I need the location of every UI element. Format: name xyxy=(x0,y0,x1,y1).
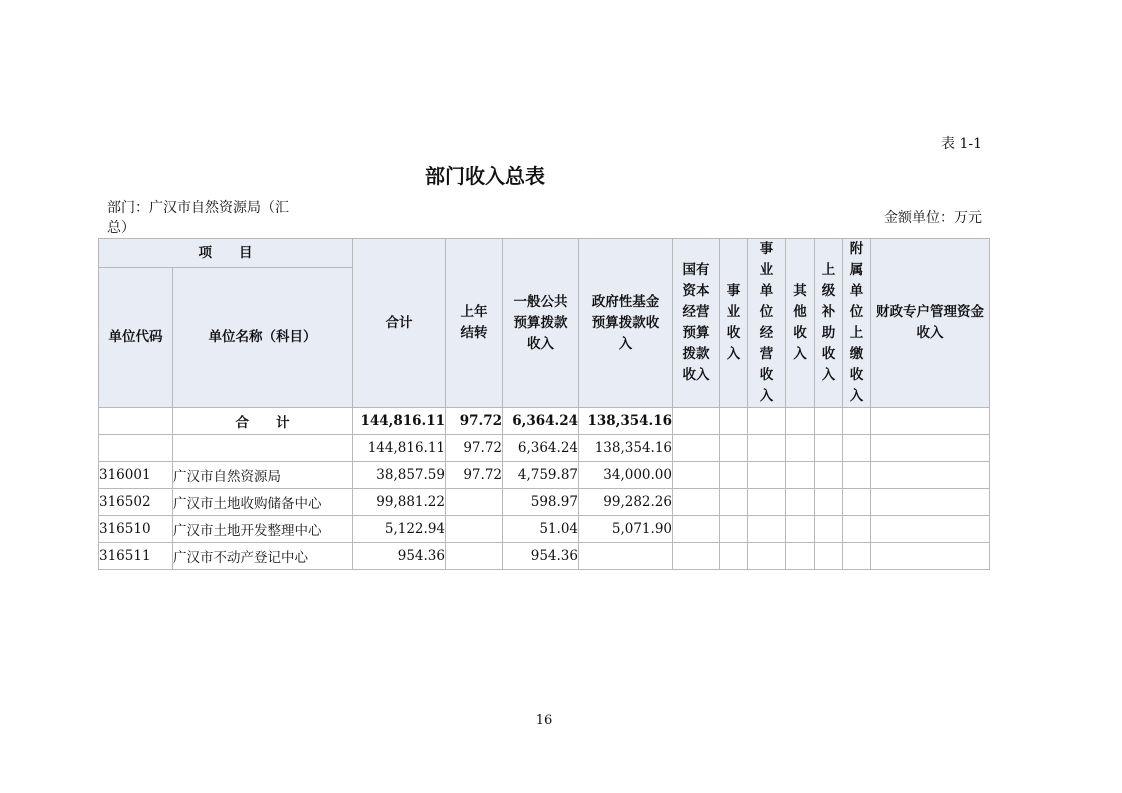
cell-carry: 97.72 xyxy=(446,408,503,435)
cell-affiliate xyxy=(843,543,871,570)
cell-special xyxy=(871,516,990,543)
department-line-1: 部门：广汉市自然资源局（汇 xyxy=(107,200,289,216)
cell-fund: 5,071.90 xyxy=(579,516,673,543)
cell-upper xyxy=(815,489,843,516)
cell-general: 6,364.24 xyxy=(503,408,579,435)
cell-other xyxy=(786,516,815,543)
table-row xyxy=(99,543,990,570)
cell-state-capital xyxy=(673,543,720,570)
header-biz-unit-operating: 事业单位经营收入 xyxy=(748,239,786,408)
cell-general: 4,759.87 xyxy=(503,462,579,489)
cell-total: 38,857.59 xyxy=(353,462,446,489)
header-carry-over: 上年结转 xyxy=(446,239,503,408)
cell-affiliate xyxy=(843,408,871,435)
cell-special xyxy=(871,543,990,570)
cell-state-capital xyxy=(673,489,720,516)
cell-fund: 99,282.26 xyxy=(579,489,673,516)
cell-other xyxy=(786,489,815,516)
page-title: 部门收入总表 xyxy=(425,164,545,188)
cell-state-capital xyxy=(673,516,720,543)
header-general-budget: 一般公共预算拨款收入 xyxy=(503,239,579,408)
header-other-income: 其他收入 xyxy=(786,239,815,408)
cell-upper xyxy=(815,408,843,435)
cell-carry xyxy=(446,543,503,570)
cell-affiliate xyxy=(843,489,871,516)
cell-business xyxy=(720,435,748,462)
cell-affiliate xyxy=(843,516,871,543)
header-unit-name: 单位名称（科目） xyxy=(173,268,353,408)
cell-name: 合 计 xyxy=(173,408,353,435)
cell-name: 广汉市土地收购储备中心 xyxy=(173,489,353,516)
cell-biz-unit xyxy=(748,462,786,489)
table-row xyxy=(99,516,990,543)
table-row-total xyxy=(99,408,990,435)
cell-name: 广汉市不动产登记中心 xyxy=(173,543,353,570)
cell-general: 598.97 xyxy=(503,489,579,516)
header-xiangmu: 项 目 xyxy=(99,239,353,268)
table-number: 表 1-1 xyxy=(941,136,982,152)
cell-name: 广汉市土地开发整理中心 xyxy=(173,516,353,543)
cell-general: 954.36 xyxy=(503,543,579,570)
header-gov-fund: 政府性基金预算拨款收入 xyxy=(579,239,673,408)
cell-business xyxy=(720,462,748,489)
department-line-2: 总） xyxy=(107,220,135,236)
cell-total: 144,816.11 xyxy=(353,408,446,435)
table-row xyxy=(99,462,990,489)
header-state-capital: 国有资本经营预算拨款收入 xyxy=(673,239,720,408)
cell-upper xyxy=(815,543,843,570)
cell-code: 316001 xyxy=(99,462,173,489)
cell-biz-unit xyxy=(748,516,786,543)
table-row xyxy=(99,489,990,516)
cell-upper xyxy=(815,516,843,543)
cell-total: 954.36 xyxy=(353,543,446,570)
page-number: 16 xyxy=(535,713,553,728)
cell-special xyxy=(871,408,990,435)
cell-fund: 138,354.16 xyxy=(579,435,673,462)
cell-business xyxy=(720,516,748,543)
cell-carry xyxy=(446,489,503,516)
cell-biz-unit xyxy=(748,408,786,435)
cell-other xyxy=(786,408,815,435)
cell-biz-unit xyxy=(748,543,786,570)
cell-business xyxy=(720,489,748,516)
header-affiliate-remit: 附属单位上缴收入 xyxy=(843,239,871,408)
income-summary-table xyxy=(98,238,990,570)
cell-special xyxy=(871,489,990,516)
cell-affiliate xyxy=(843,435,871,462)
header-unit-code: 单位代码 xyxy=(99,268,173,408)
cell-code: 316502 xyxy=(99,489,173,516)
cell-general: 51.04 xyxy=(503,516,579,543)
cell-code xyxy=(99,408,173,435)
department-label xyxy=(107,198,307,238)
header-upper-subsidy: 上级补助收入 xyxy=(815,239,843,408)
header-special-account: 财政专户管理资金收入 xyxy=(871,239,990,408)
header-total: 合计 xyxy=(353,239,446,408)
cell-total: 5,122.94 xyxy=(353,516,446,543)
cell-state-capital xyxy=(673,408,720,435)
header-business-income: 事业收入 xyxy=(720,239,748,408)
cell-biz-unit xyxy=(748,489,786,516)
cell-other xyxy=(786,462,815,489)
cell-upper xyxy=(815,462,843,489)
cell-carry: 97.72 xyxy=(446,435,503,462)
cell-total: 99,881.22 xyxy=(353,489,446,516)
cell-general: 6,364.24 xyxy=(503,435,579,462)
amount-unit-label: 金额单位：万元 xyxy=(884,210,982,226)
cell-other xyxy=(786,543,815,570)
cell-business xyxy=(720,408,748,435)
cell-carry: 97.72 xyxy=(446,462,503,489)
cell-other xyxy=(786,435,815,462)
cell-affiliate xyxy=(843,462,871,489)
cell-name xyxy=(173,435,353,462)
cell-name: 广汉市自然资源局 xyxy=(173,462,353,489)
cell-fund: 34,000.00 xyxy=(579,462,673,489)
cell-fund: 138,354.16 xyxy=(579,408,673,435)
cell-fund xyxy=(579,543,673,570)
cell-upper xyxy=(815,435,843,462)
cell-code: 316511 xyxy=(99,543,173,570)
cell-carry xyxy=(446,516,503,543)
cell-state-capital xyxy=(673,462,720,489)
cell-special xyxy=(871,435,990,462)
cell-business xyxy=(720,543,748,570)
cell-code xyxy=(99,435,173,462)
cell-total: 144,816.11 xyxy=(353,435,446,462)
table-row xyxy=(99,435,990,462)
cell-state-capital xyxy=(673,435,720,462)
cell-special xyxy=(871,462,990,489)
cell-biz-unit xyxy=(748,435,786,462)
cell-code: 316510 xyxy=(99,516,173,543)
